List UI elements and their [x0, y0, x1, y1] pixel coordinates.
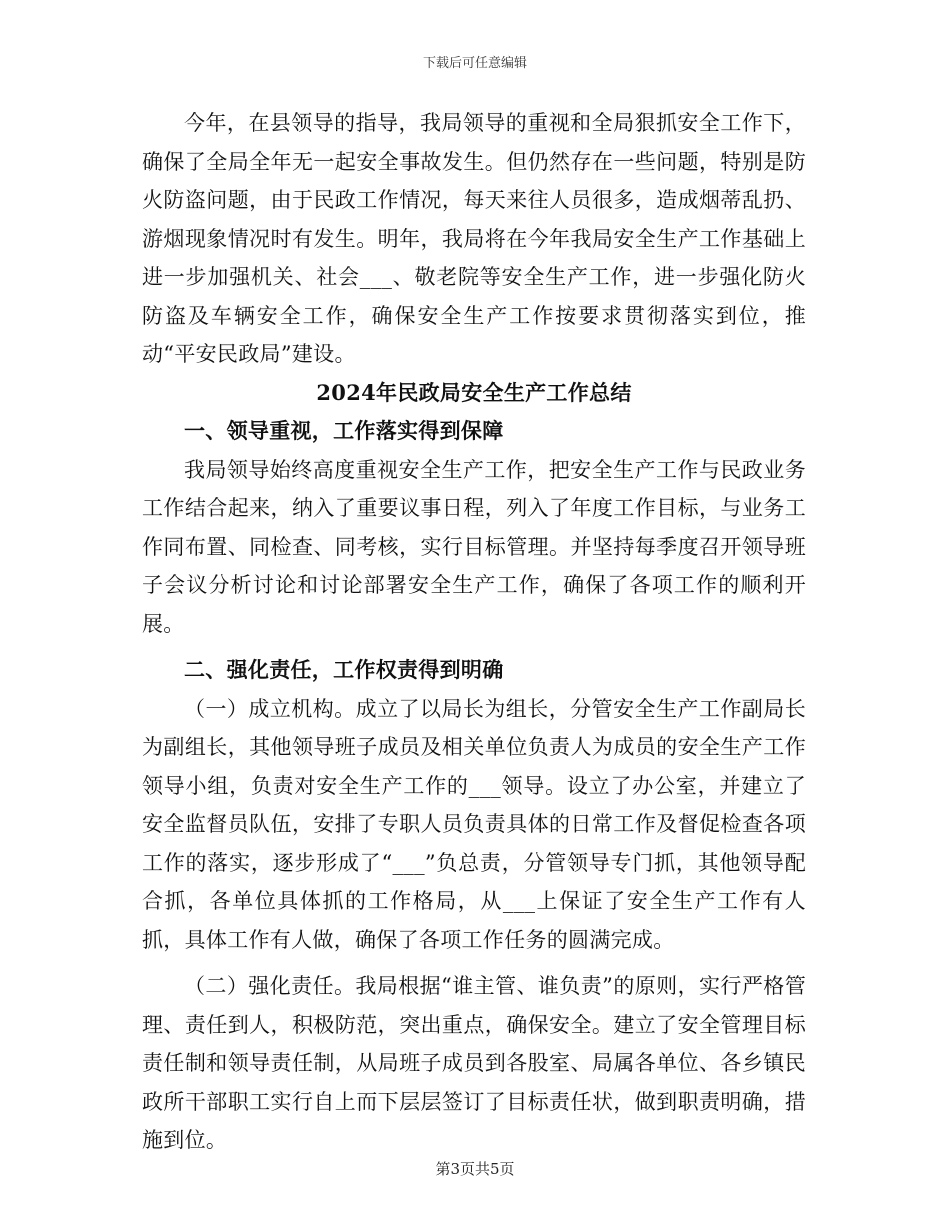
document-body [142, 104, 806, 1160]
intro-paragraph: 今年，在县领导的指导，我局领导的重视和全局狠抓安全工作下，确保了全局全年无一起安全事故发生。但仍然存在一些问题，特别是防火防盗问题，由于民政工作情况，每天来往人员很多，造成烟蒂乱扔、游烟现象情况时有发生。明年，我局将在今年我局安全生产工作基础上进一步加强机关、社会___、敬老院等安全生产工作，进一步强化防火防盗及车辆安全工作，确保安全生产工作按要求贯彻落实到位，推动“平安民政局”建设。 [142, 111, 806, 366]
document-title: 2024年民政局安全生产工作总结 [316, 379, 632, 405]
section-2-heading: 二、强化责任，工作权责得到明确 [184, 657, 504, 682]
section-2-paragraph-2: （二）强化责任。我局根据“谁主管、谁负责”的原则，实行严格管理、责任到人，积极防范，突出重点，确保安全。建立了安全管理目标责任制和领导责任制，从局班子成员到各股室、局属各单位、各乡镇民政所干部职工实行自上而下层层签订了目标责任状，做到职责明确，措施到位。 [142, 974, 806, 1152]
header-note: 下载后可任意编辑 [422, 56, 527, 71]
section-2-paragraph-1: （一）成立机构。成立了以局长为组长，分管安全生产工作副局长为副组长，其他领导班子成员及相关单位负责人为成员的安全生产工作领导小组，负责对安全生产工作的___领导。设立了办公室，并建立了安全监督员队伍，安排了专职人员负责具体的日常工作及督促检查各项工作的落实，逐步形成了“___”负总责，分管领导专门抓，其他领导配合抓，各单位具体抓的工作格局，从___上保证了安全生产工作有人抓，具体工作有人做，确保了各项工作任务的圆满完成。 [142, 696, 806, 952]
section-1-paragraph: 我局领导始终高度重视安全生产工作，把安全生产工作与民政业务工作结合起来，纳入了重要议事日程，列入了年度工作目标，与业务工作同布置、同检查、同考核，实行目标管理。并坚持每季度召开领导班子会议分析讨论和讨论部署安全生产工作，确保了各项工作的顺利开展。 [142, 457, 806, 636]
section-1-heading: 一、领导重视，工作落实得到保障 [184, 418, 504, 443]
page-number: 第3页共5页 [435, 1160, 515, 1178]
